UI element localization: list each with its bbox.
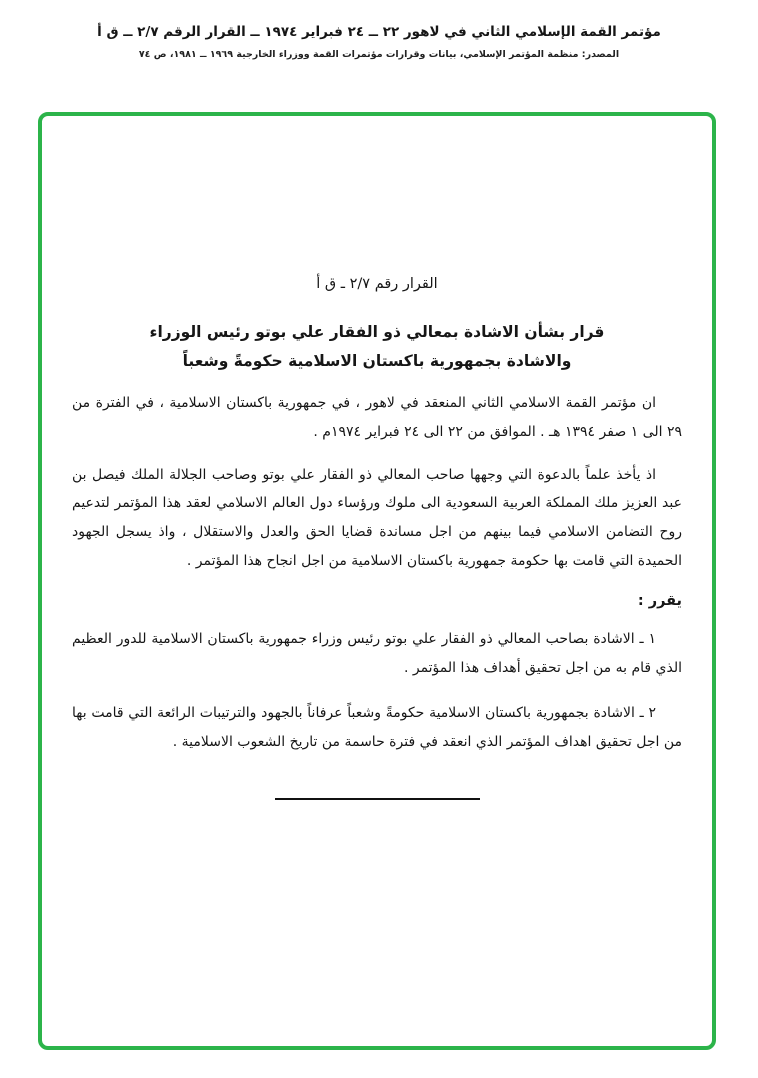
resolution-item-1: ١ ـ الاشادة بصاحب المعالي ذو الفقار علي بوتو رئيس وزراء جمهورية باكستان الاسلامية للدور العظيم الذي قام به من اجل تحقيق أهداف هذا المؤتمر . [72,631,682,677]
end-divider [275,798,480,800]
resolution-title-line1: قرار بشأن الاشادة بمعالي ذو الفقار علي بوتو رئيس الوزراء [149,323,605,341]
header-source: المصدر: منظمة المؤتمر الإسلامي، بيانات وقرارات مؤتمرات القمة ووزراء الخارجية ١٩٦٩ ــ ١٩٨١، ص ٧٤ [138,49,620,60]
header-title: مؤتمر القمة الإسلامي الثاني في لاهور ٢٢ ــ ٢٤ فبراير ١٩٧٤ ــ القرار الرقم ٢/٧ ــ ق أ [97,24,661,40]
paragraph-noting-invitation: اذ يأخذ علماً بالدعوة التي وجهها صاحب المعالي ذو الفقار علي بوتو وصاحب الجلالة الملك فيصل بن عبد العزيز ملك المملكة العربية السعودية الى ملوك ورؤساء دول العالم الاسلامي لعقد هذا المؤتمر لتدعيم روح التضامن الاسلامي فيما بينهم من اجل مساندة قضايا الحق والعدل والاستقلال ، واذ يسجل الجهود الحميدة التي قامت بها حكومة جمهورية باكستان الاسلامية من اجل انجاح هذا المؤتمر . [72,466,682,569]
decides-label: يقرر : [637,593,682,610]
resolution-item-2: ٢ ـ الاشادة بجمهورية باكستان الاسلامية حكومةً وشعباً عرفاناً بالجهود والترتيبات الرائعة التي قامت بها من اجل تحقيق اهداف المؤتمر الذي انعقد في فترة حاسمة من تاريخ الشعوب الاسلامية . [72,704,682,750]
paragraph-preamble: ان مؤتمر القمة الاسلامي الثاني المنعقد في لاهور ، في جمهورية باكستان الاسلامية ، في الفترة من ٢٩ الى ١ صفر ١٣٩٤ هـ . الموافق من ٢٢ الى ٢٤ فبراير ١٩٧٤م . [72,395,682,441]
green-border-frame [38,112,716,1050]
resolution-title-line2: والاشادة بجمهورية باكستان الاسلامية حكومةً وشعباً [182,351,572,370]
document-header [0,0,758,60]
resolution-number: القرار رقم ٢/٧ ـ ق أ [316,276,438,292]
document-body [42,116,712,800]
